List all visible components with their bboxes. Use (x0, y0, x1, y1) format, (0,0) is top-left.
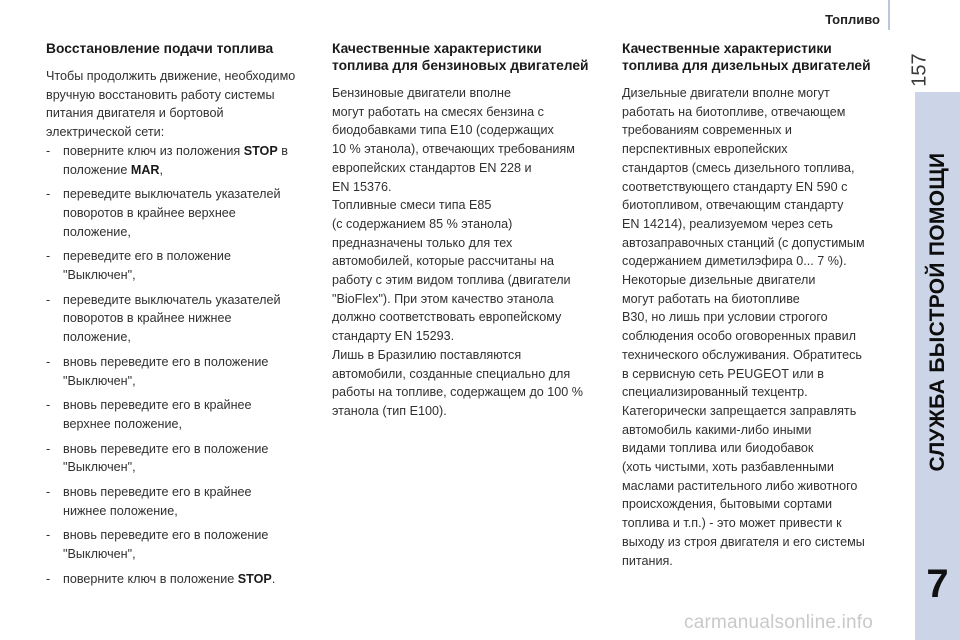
text-line: работу с этим видом топлива (двигатели (332, 273, 571, 288)
text-line: в сервисную сеть PEUGEOT или в (622, 366, 824, 381)
procedure-steps (46, 142, 314, 589)
section-heading-fuel-restore: Восстановление подачи топлива (46, 41, 274, 56)
text-line: работать на биотопливе, отвечающем (622, 104, 846, 119)
text-line: могут работать на биотопливе (622, 291, 800, 306)
text-line: предназначены только для тех (332, 235, 513, 250)
text-line: Лишь в Бразилию поставляются (332, 347, 522, 362)
chapter-sidebar (915, 92, 960, 640)
section-heading-diesel: Качественные характеристики топлива для дизельных двигателей (622, 41, 871, 73)
text-line: европейских стандартов EN 228 и (332, 160, 532, 175)
text-line: EN 15376. (332, 179, 392, 194)
watermark-text: carmanualsonline.info (684, 612, 874, 633)
list-item: - переведите выключатель указателей поворотов в крайнее нижнее положение, (46, 292, 281, 345)
list-item: - вновь переведите его в положение "Выключен", (46, 441, 269, 475)
text-line: специализированный техцентр. (622, 385, 808, 400)
key-position-stop: STOP (243, 143, 278, 158)
page-header-title: Топливо (825, 12, 880, 27)
text-line: соответствующего стандарту EN 590 с (622, 179, 848, 194)
text-line: биодобавками типа E10 (содержащих (332, 123, 554, 138)
text-line: происхождения, бытовыми сортами (622, 497, 833, 512)
page-number (900, 50, 940, 90)
text-line: Топливные смеси типа E85 (332, 198, 492, 213)
text-line: стандартов (смесь дизельного топлива, (622, 160, 855, 175)
text-line: автомобилей, которые рассчитаны на (332, 254, 555, 269)
text-line: перспективных европейских (622, 142, 788, 157)
header-divider (888, 0, 890, 30)
text-line: биотопливом, отвечающим стандарту (622, 198, 844, 213)
list-item: - вновь переведите его в крайнее нижнее положение, (46, 485, 252, 518)
text-line: (с содержанием 85 % этанола) (332, 216, 513, 231)
text-line: могут работать на смесях бензина с (332, 104, 544, 119)
text-line: питания. (622, 553, 673, 568)
text-line: B30, но лишь при условии строгого (622, 310, 828, 325)
text-line: стандарту EN 15293. (332, 329, 455, 344)
column-diesel-fuel (622, 40, 894, 570)
text-line: Категорически запрещается заправлять (622, 403, 857, 418)
key-position-stop: STOP (237, 571, 272, 586)
text-line: видами топлива или биодобавок (622, 441, 814, 456)
chapter-title: СЛУЖБА БЫСТРОЙ ПОМОЩИ (925, 152, 949, 472)
text-line: Некоторые дизельные двигатели (622, 273, 816, 288)
text-line: работы на топливе, содержащем до 100 % (332, 385, 584, 400)
text-line: содержанием диметилэфира 0... 7 %). (622, 254, 847, 269)
text-line: 10 % этанола), отвечающих требованиям (332, 142, 575, 157)
key-position-mar: MAR (130, 162, 160, 177)
text-line: (хоть чистыми, хоть разбавленными (622, 460, 834, 475)
page-number-text: 157 (908, 53, 931, 87)
list-item: - поверните ключ из положения STOP в положение MAR, (46, 143, 288, 177)
column-fuel-restore (46, 40, 314, 589)
diesel-paragraph (622, 84, 894, 570)
list-item: - поверните ключ в положение STOP. (46, 571, 276, 586)
column-petrol-fuel (332, 40, 604, 421)
text-line: автозаправочных станций (с допустимым (622, 235, 865, 250)
text-line: Дизельные двигатели вполне могут (622, 86, 830, 100)
list-item: - переведите его в положение "Выключен", (46, 249, 231, 283)
list-item: - вновь переведите его в положение "Выключен", (46, 354, 269, 388)
petrol-paragraph (332, 84, 604, 421)
text-line: этанола (тип E100). (332, 403, 447, 418)
list-item: - переведите выключатель указателей поворотов в крайнее верхнее положение, (46, 187, 281, 239)
text-line: требованиям современных и (622, 123, 792, 138)
text-line: маслами растительного либо животного (622, 478, 858, 493)
text-line: EN 14214), реализуемом через сеть (622, 216, 833, 231)
text-line: "BioFlex"). При этом качество этанола (332, 291, 554, 306)
text-line: автомобиль какими-либо иными (622, 422, 812, 437)
list-item: - вновь переведите его в крайнее верхнее положение, (46, 398, 252, 431)
text-line: технического обслуживания. Обратитесь (622, 347, 862, 362)
section-heading-petrol: Качественные характеристики топлива для бензиновых двигателей (332, 41, 589, 73)
text-line: должно соответствовать европейскому (332, 310, 562, 325)
text-line: автомобили, созданные специально для (332, 366, 571, 381)
chapter-number: 7 (926, 562, 949, 606)
list-item: - вновь переведите его в положение "Выключен", (46, 528, 269, 562)
text-line: Бензиновые двигатели вполне (332, 86, 511, 100)
text-line: соблюдения особо оговоренных правил (622, 329, 856, 344)
text-line: выходу из строя двигателя и его системы (622, 534, 865, 549)
text-line: топлива и т.п.) - это может привести к (622, 516, 842, 531)
intro-paragraph: Чтобы продолжить движение, необходимо вручную восстановить работу системы питания двигателя и бортовой электрической сети: (46, 69, 296, 140)
